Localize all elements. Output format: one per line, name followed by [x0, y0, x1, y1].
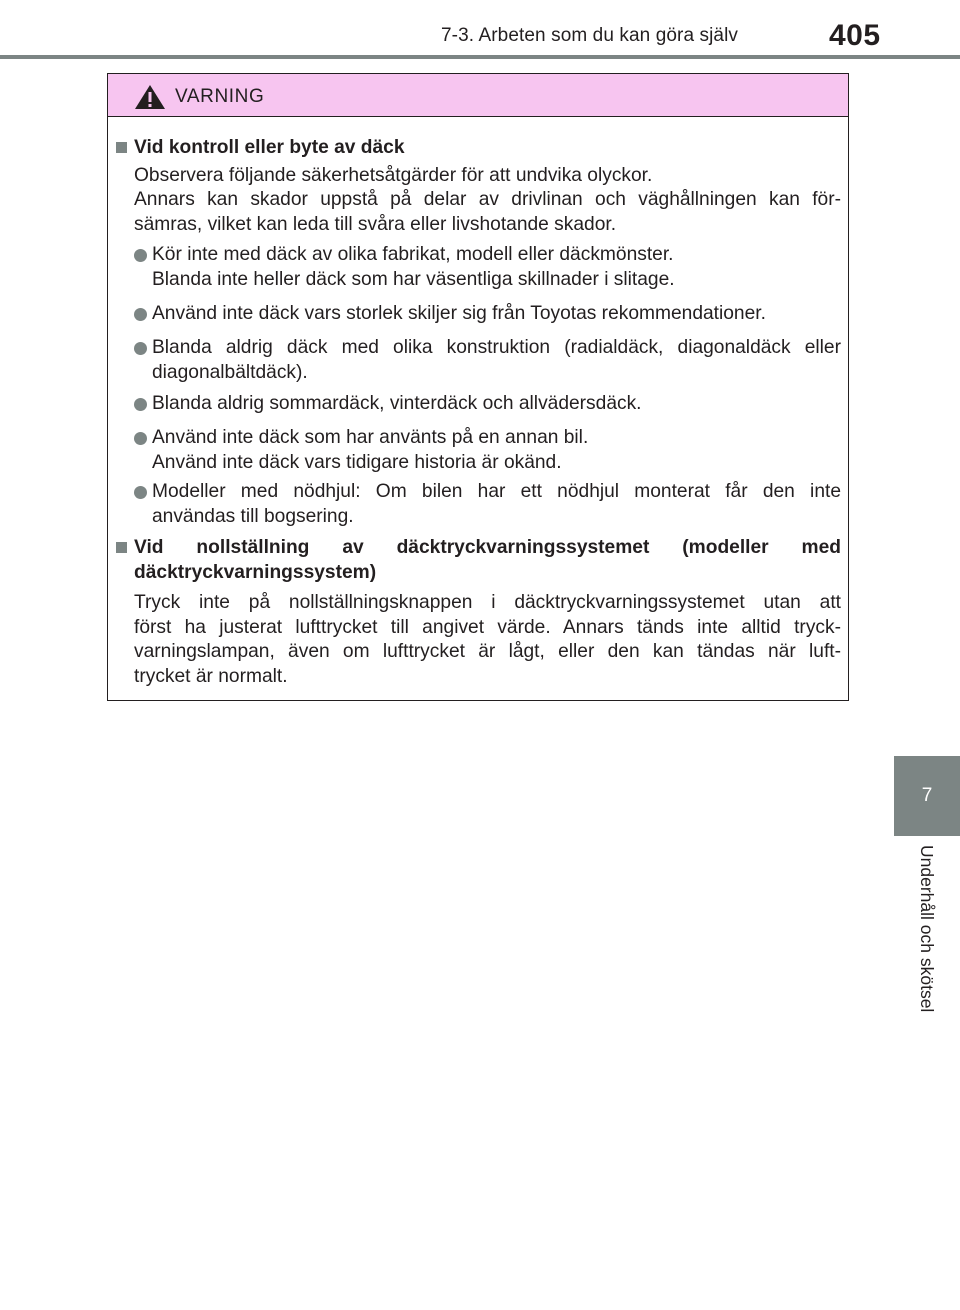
square-bullet-icon	[116, 142, 127, 153]
bullet-item: Modeller med nödhjul: Om bilen har ett nödhjul monterat får den inte användas till bogsering.	[114, 480, 841, 529]
bullet-item: Blanda aldrig däck med olika konstruktion (radialdäck, diagonaldäck eller diagonalbältdäck).	[114, 336, 841, 385]
round-bullet-icon	[134, 342, 147, 355]
round-bullet-icon	[134, 398, 147, 411]
section-tire-check	[114, 136, 841, 237]
round-bullet-icon	[134, 249, 147, 262]
warning-triangle-icon	[134, 84, 166, 110]
square-bullet-icon	[116, 542, 127, 553]
round-bullet-icon	[134, 308, 147, 321]
bullet-item: Kör inte med däck av olika fabrikat, modell eller däckmönster. Blanda inte heller däck som har väsentliga skillnader i slitage.	[114, 243, 841, 292]
section-body: Tryck inte på nollställningsknappen i däcktryckvarningssystemet utan att först ha justerat lufttrycket till angivet värde. Annars tänds inte alltid tryck- varningslampan, även om lufttrycket är lågt, eller den kan tändas när luft- trycket är normalt.	[134, 592, 841, 687]
round-bullet-icon	[134, 432, 147, 445]
warning-box	[107, 73, 849, 701]
bullet-item: Blanda aldrig sommardäck, vinterdäck och allvädersdäck.	[114, 392, 841, 417]
section-tpms-reset	[114, 536, 841, 689]
chapter-title: Underhåll och skötsel	[917, 845, 937, 1013]
section-heading: Vid kontroll eller byte av däck	[114, 136, 841, 161]
page-header	[0, 0, 960, 60]
chapter-number: 7	[921, 785, 933, 806]
bullet-item: Använd inte däck som har använts på en annan bil. Använd inte däck vars tidigare historia är okänd.	[114, 426, 841, 475]
round-bullet-icon	[134, 486, 147, 499]
section-intro: Observera följande säkerhetsåtgärder för att undvika olyckor. Annars kan skador uppstå på delar av drivlinan och väghållningen kan för- sämras, vilket kan leda till svåra eller livshotande skador.	[134, 164, 841, 235]
warning-header	[108, 74, 848, 117]
header-divider	[0, 55, 960, 59]
chapter-tab	[894, 756, 960, 836]
section-title: 7-3. Arbeten som du kan göra själv	[441, 25, 739, 46]
page-number: 405	[829, 19, 881, 52]
warning-title: VARNING	[175, 86, 265, 107]
section-heading: Vid nollställning av däcktryckvarningssystemet (modeller med däcktryckvarningssystem)	[114, 536, 841, 585]
bullet-item: Använd inte däck vars storlek skiljer sig från Toyotas rekommendationer.	[114, 302, 841, 327]
